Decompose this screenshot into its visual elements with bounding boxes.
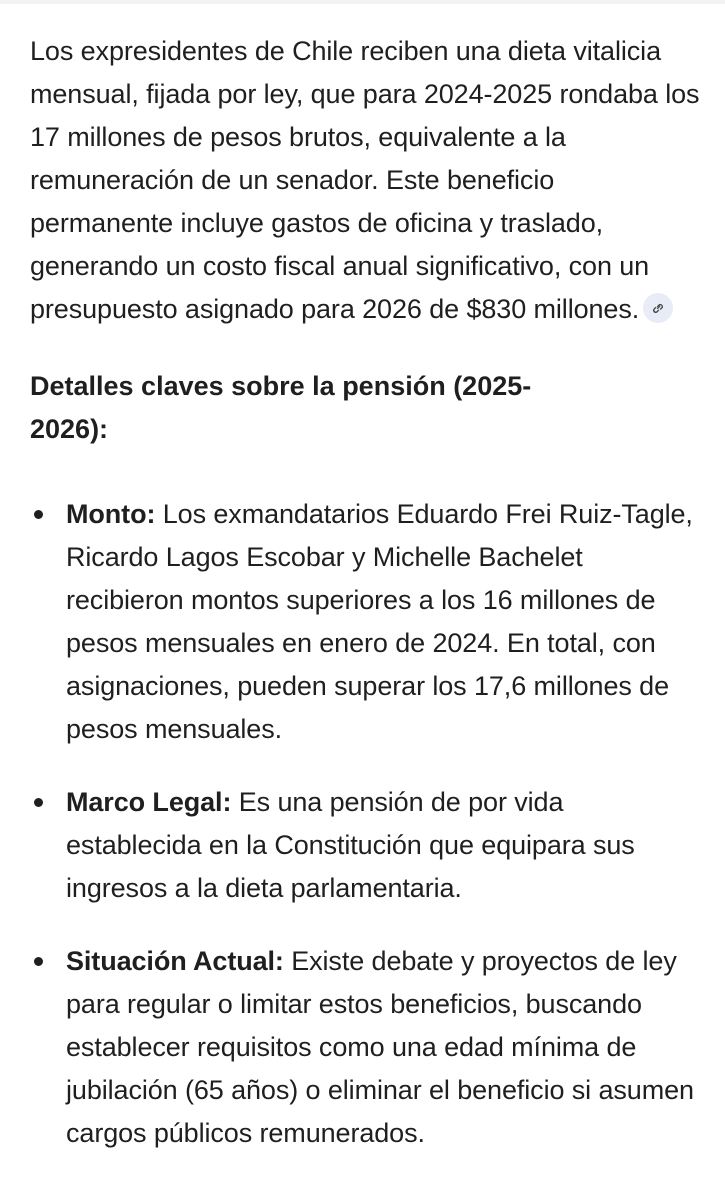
top-edge-divider: [0, 0, 725, 4]
bullet-text: Los exmandatarios Eduardo Frei Ruiz-Tagle, Ricardo Lagos Escobar y Michelle Bachelet recibieron montos superiores a los 16 millones de pesos mensuales en enero de 2024. En total, con asignaciones, pueden superar los 17,6 millones de pesos mensuales.: [66, 499, 693, 744]
list-item: [30, 493, 702, 751]
bullet-text: Es una pensión de por vida establecida en la Constitución que equipara sus ingresos a la dieta parlamentaria.: [66, 787, 635, 903]
response-content: [30, 30, 702, 1185]
list-item: [30, 940, 702, 1155]
bullet-label: Situación Actual:: [66, 946, 284, 976]
bullet-label: Monto:: [66, 499, 156, 529]
link-icon: [650, 300, 666, 316]
intro-paragraph: [30, 30, 702, 331]
details-list: [30, 493, 702, 1155]
section-heading: Detalles claves sobre la pensión (2025-2026):: [30, 371, 532, 444]
list-item: [30, 781, 702, 910]
bullet-icon: [34, 957, 43, 966]
bullet-label: Marco Legal:: [66, 787, 232, 817]
source-link-chip[interactable]: [643, 293, 673, 323]
bullet-icon: [34, 798, 43, 807]
bullet-text: Existe debate y proyectos de ley para regular o limitar estos beneficios, buscando establecer requisitos como una edad mínima de jubilación (65 años) o eliminar el beneficio si asumen cargos públicos remunerados.: [66, 946, 694, 1148]
bullet-icon: [34, 510, 43, 519]
intro-text: Los expresidentes de Chile reciben una dieta vitalicia mensual, fijada por ley, que para 2024-2025 rondaba los 17 millones de pesos brutos, equivalente a la remuneración de un senador. Este beneficio permanente incluye gastos de oficina y traslado, generando un costo fiscal anual significativo, con un presupuesto asignado para 2026 de $830 millones.: [30, 36, 700, 324]
